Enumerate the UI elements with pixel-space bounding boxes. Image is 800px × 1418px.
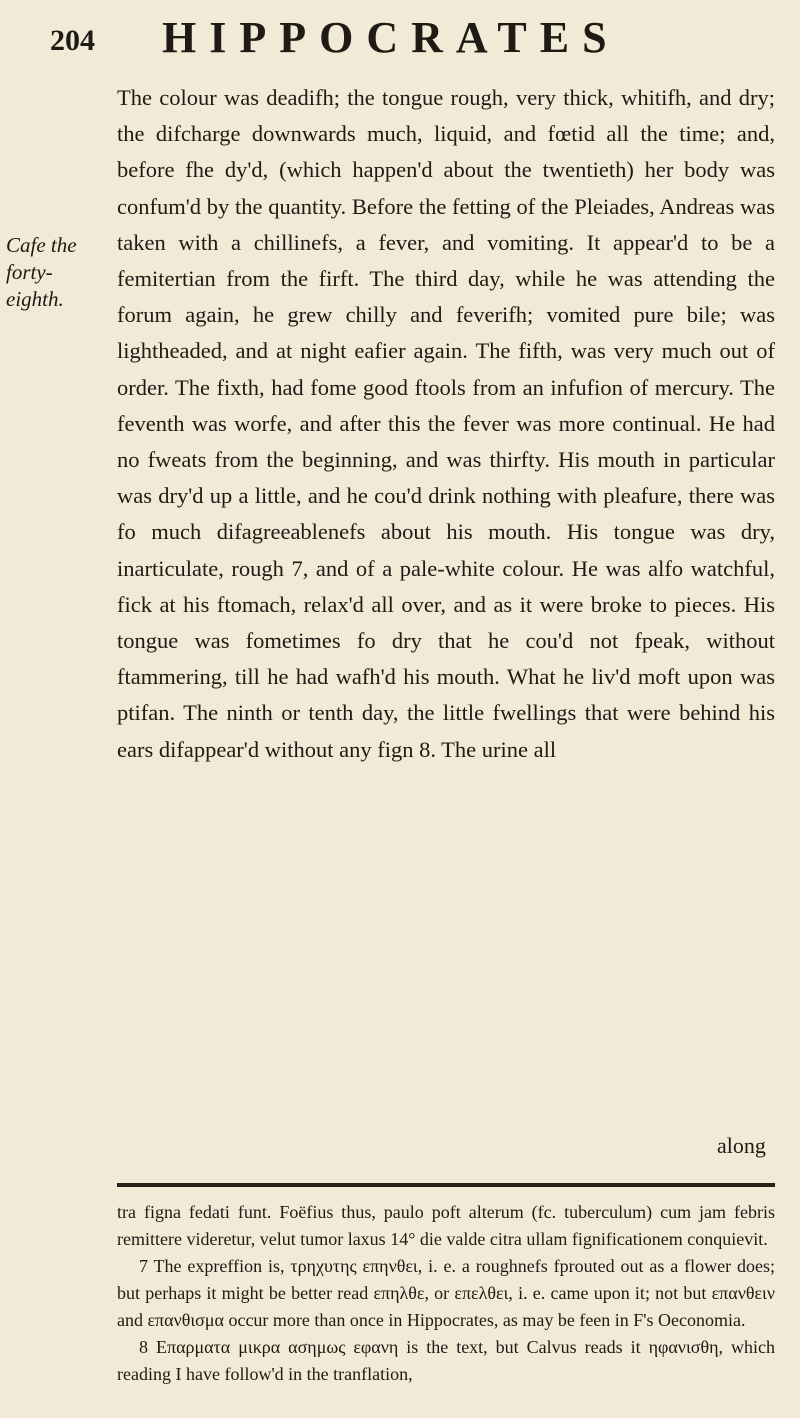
footnote-continuation: tra figna fedati funt. Foëfius thus, paulo poft alterum (fc. tuberculum) cum jam febris remittere videretur, velut tumor laxus 14° die valde citra ullam fignificationem conquievit. (117, 1202, 775, 1249)
footnote-7: 7 The expreffion is, τρηχυτης επηνθει, i. e. a roughnefs fprouted out as a flower does; but perhaps it might be better read επηλθε, or επελθει, i. e. came upon it; not but επανθειν and επανθισμα occur more than once in Hippocrates, as may be feen in F's Oeconomia. (117, 1256, 775, 1330)
margin-note (6, 232, 96, 313)
footnotes (117, 1199, 775, 1388)
page-number: 204 (50, 24, 95, 57)
body-paragraph: The colour was deadifh; the tongue rough, very thick, whitifh, and dry; the difcharge downwards much, liquid, and fœtid all the time; and, before fhe dy'd, (which happen'd about the twentieth) her body was confum'd by the quantity. Before the fetting of the Pleiades, Andreas was taken with a chillinefs, a fever, and vomiting. It appear'd to be a femitertian from the firft. The third day, while he was attending the forum again, he grew chilly and feverifh; vomited pure bile; was lightheaded, and at night eafier again. The fifth, was very much out of order. The fixth, had fome good ftools from an infufion of mercury. The feventh was worfe, and after this the fever was more continual. He had no fweats from the beginning, and was thirfty. His mouth in particular was dry'd up a little, and he cou'd drink nothing with pleafure, there was fo much difagreeablenefs about his mouth. His tongue was dry, inarticulate, rough 7, and of a pale-white colour. He was alfo watchful, fick at his ftomach, relax'd all over, and as it were broke to pieces. His tongue was fometimes fo dry that he cou'd not fpeak, without ftammering, till he had wafh'd his mouth. What he liv'd moft upon was ptifan. The ninth or tenth day, the little fwellings that were behind his ears difappear'd without any fign 8. The urine all (117, 85, 775, 762)
running-head: HIPPOCRATES (162, 13, 620, 62)
catchword: along (717, 1133, 766, 1158)
margin-note-line: eighth. (6, 287, 64, 311)
footnote-8: 8 Επαρματα μικρα ασημως εφανη is the text, but Calvus reads it ηφανισθη, which reading I have follow'd in the tranflation, (117, 1337, 775, 1384)
margin-note-line: forty- (6, 260, 53, 284)
footnote-divider (117, 1183, 775, 1187)
margin-note-line: Cafe the (6, 233, 77, 257)
body-text (117, 80, 775, 768)
